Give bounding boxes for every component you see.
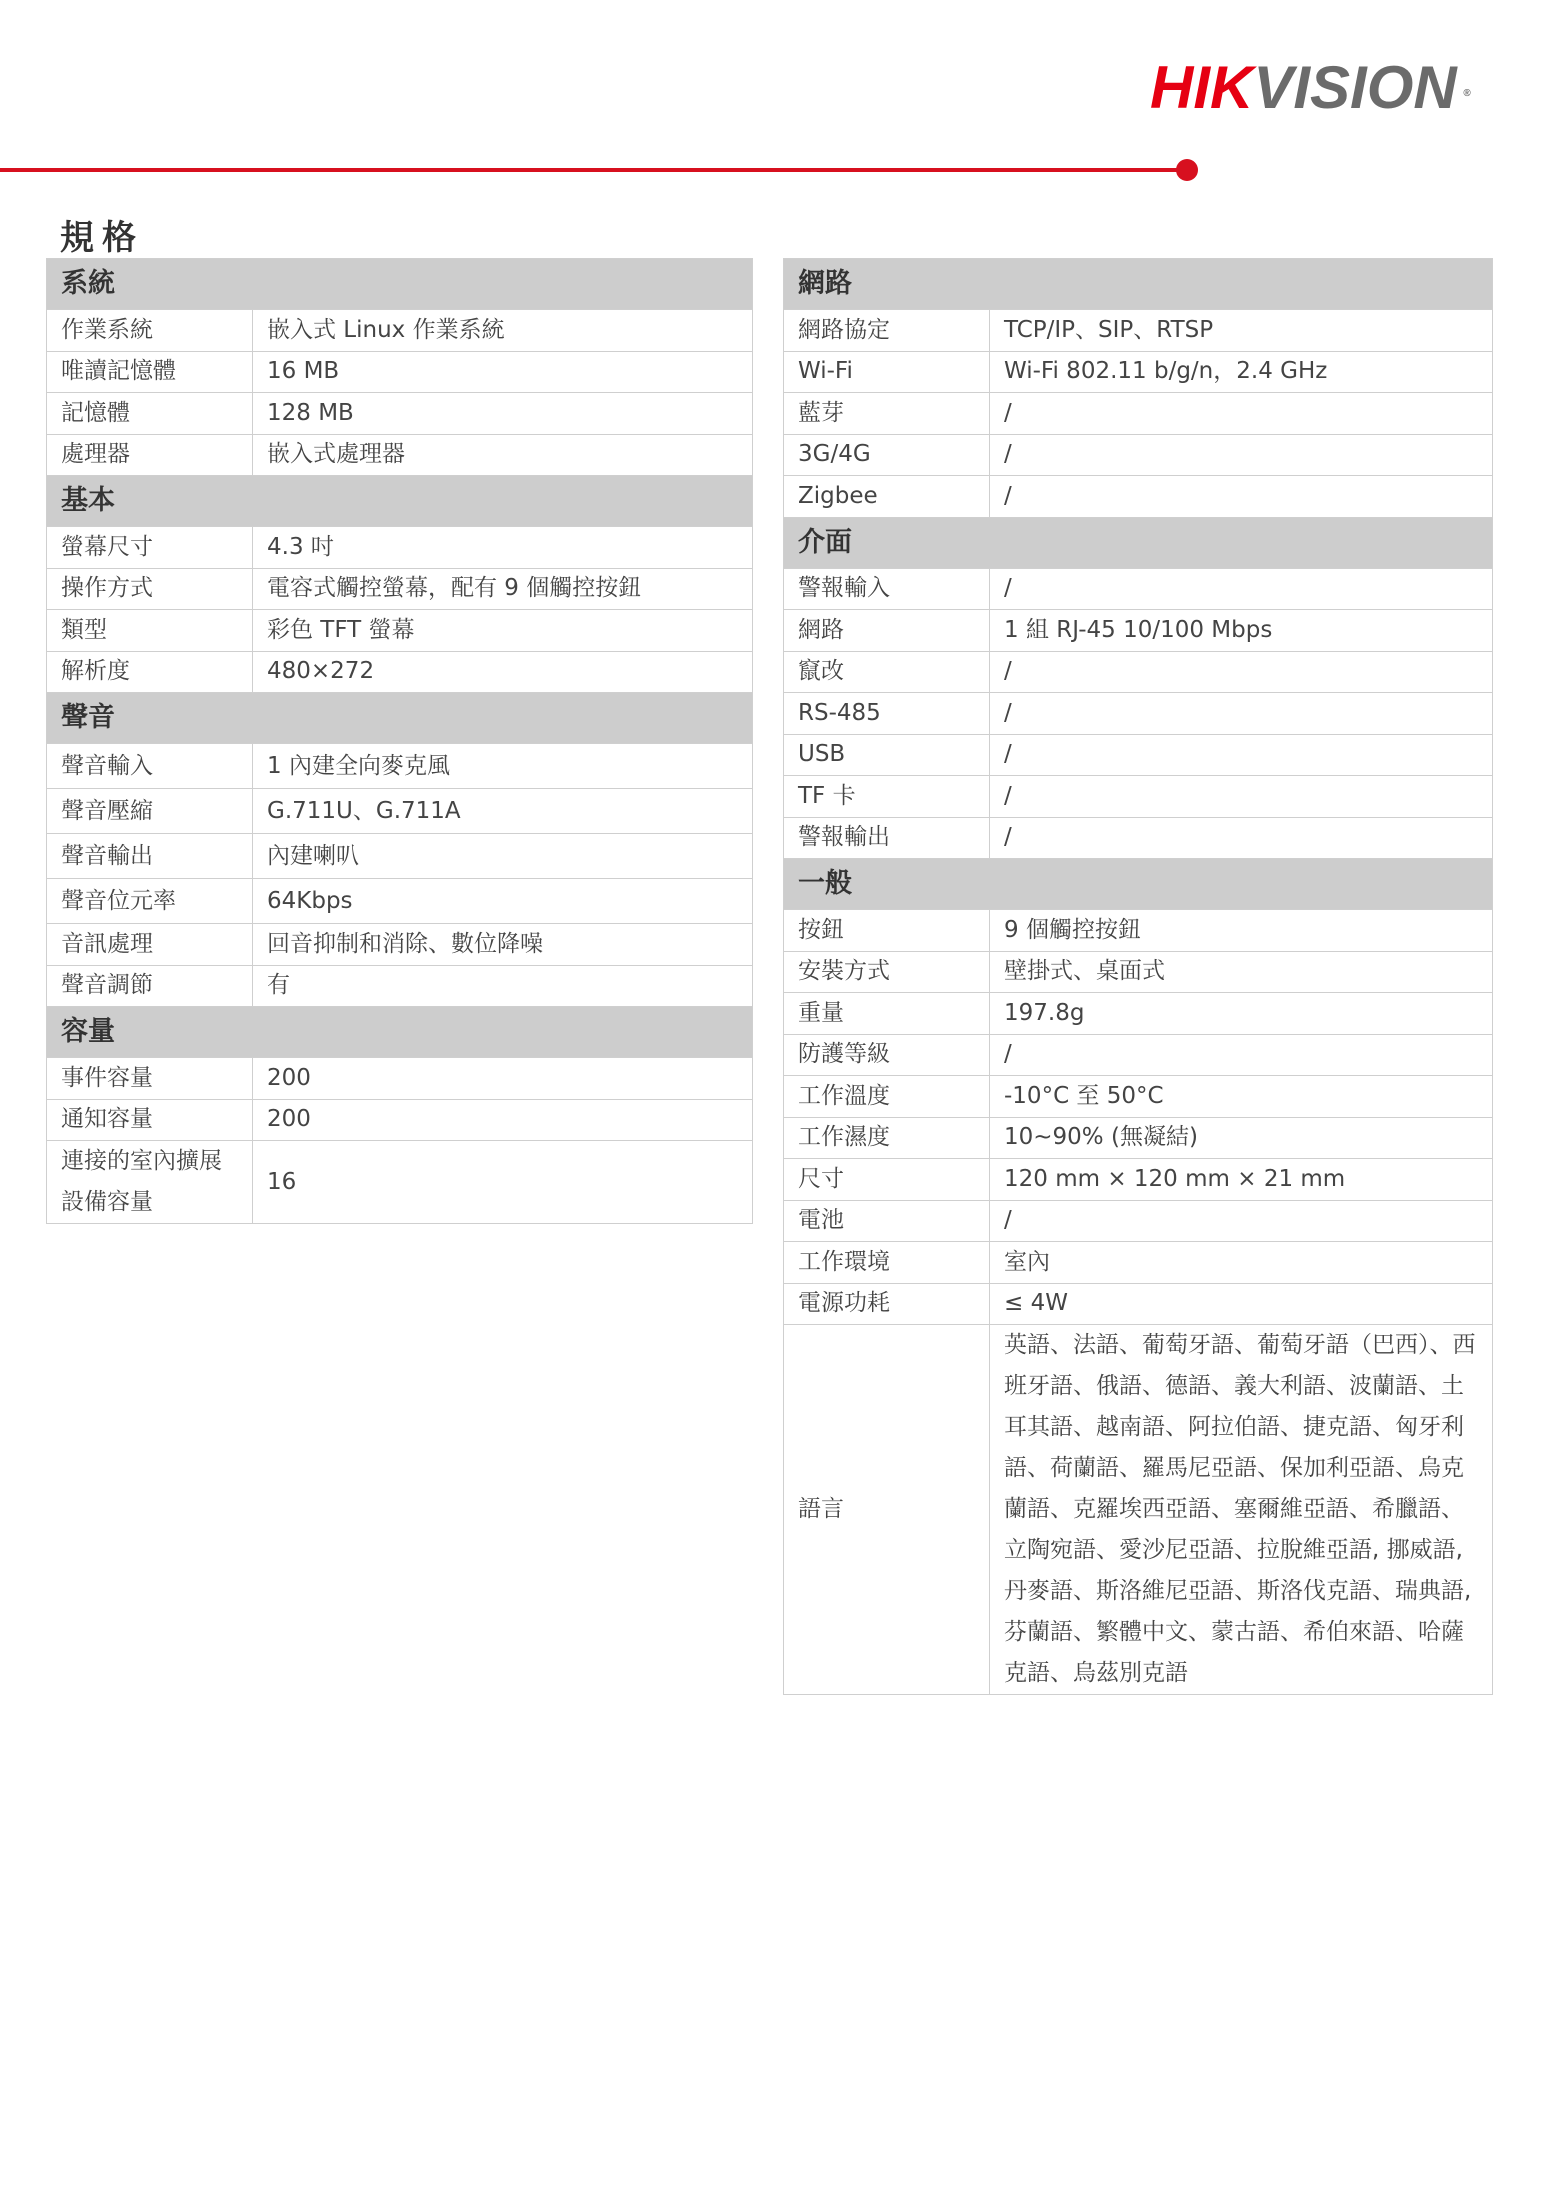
- spec-label: RS-485: [784, 693, 990, 735]
- table-row: [47, 879, 753, 924]
- spec-value: 彩色 TFT 螢幕: [253, 610, 753, 652]
- spec-value: 200: [253, 1099, 753, 1141]
- table-row: [784, 1117, 1493, 1159]
- spec-label: USB: [784, 734, 990, 776]
- section-header-basic: [47, 476, 753, 527]
- spec-value: /: [990, 434, 1493, 476]
- spec-label: 按鈕: [784, 910, 990, 952]
- spec-label: 電源功耗: [784, 1283, 990, 1325]
- spec-label: 防護等級: [784, 1034, 990, 1076]
- table-row: [784, 1200, 1493, 1242]
- table-row: [47, 924, 753, 966]
- section-title: 網路: [784, 259, 1493, 310]
- table-row: [784, 1034, 1493, 1076]
- spec-label: 竄改: [784, 651, 990, 693]
- spec-label: 聲音輸入: [47, 744, 253, 789]
- table-row: [47, 610, 753, 652]
- table-row: [784, 351, 1493, 393]
- table-row: [784, 910, 1493, 952]
- table-row: [47, 527, 753, 569]
- table-row: [47, 1058, 753, 1100]
- spec-value: 16: [253, 1141, 753, 1224]
- spec-label: 警報輸出: [784, 817, 990, 859]
- spec-label: 聲音調節: [47, 965, 253, 1007]
- table-row: [784, 568, 1493, 610]
- spec-value: /: [990, 568, 1493, 610]
- table-row: [784, 651, 1493, 693]
- section-title: 容量: [47, 1007, 753, 1058]
- spec-label: 電池: [784, 1200, 990, 1242]
- spec-value: 9 個觸控按鈕: [990, 910, 1493, 952]
- spec-label: 網路協定: [784, 310, 990, 352]
- spec-value: /: [990, 1034, 1493, 1076]
- section-title: 一般: [784, 859, 1493, 910]
- spec-label: 工作溫度: [784, 1076, 990, 1118]
- table-row: [47, 834, 753, 879]
- logo-hik-text: HIK: [1150, 54, 1254, 121]
- spec-label: 聲音位元率: [47, 879, 253, 924]
- spec-label: 連接的室內擴展設備容量: [47, 1141, 253, 1224]
- spec-label: 警報輸入: [784, 568, 990, 610]
- spec-value: 嵌入式處理器: [253, 434, 753, 476]
- spec-label: 螢幕尺寸: [47, 527, 253, 569]
- spec-label: 事件容量: [47, 1058, 253, 1100]
- spec-value: 10~90% (無凝結): [990, 1117, 1493, 1159]
- spec-label: 工作環境: [784, 1242, 990, 1284]
- table-row: [784, 393, 1493, 435]
- spec-value: /: [990, 734, 1493, 776]
- table-row: [47, 351, 753, 393]
- spec-value: 4.3 吋: [253, 527, 753, 569]
- spec-label: 聲音輸出: [47, 834, 253, 879]
- table-row: [47, 1141, 753, 1224]
- table-row: [784, 951, 1493, 993]
- section-header-audio: [47, 693, 753, 744]
- spec-value: /: [990, 393, 1493, 435]
- table-row: [784, 693, 1493, 735]
- table-row: [784, 817, 1493, 859]
- spec-label: 解析度: [47, 651, 253, 693]
- spec-label: 處理器: [47, 434, 253, 476]
- section-header-capacity: [47, 1007, 753, 1058]
- spec-value: 16 MB: [253, 351, 753, 393]
- spec-value: 1 內建全向麥克風: [253, 744, 753, 789]
- spec-label: 類型: [47, 610, 253, 652]
- spec-value: Wi-Fi 802.11 b/g/n，2.4 GHz: [990, 351, 1493, 393]
- spec-label: 操作方式: [47, 568, 253, 610]
- section-title: 基本: [47, 476, 753, 527]
- spec-value: 128 MB: [253, 393, 753, 435]
- brand-logo: [1150, 54, 1471, 121]
- table-row: [47, 568, 753, 610]
- table-row: [47, 744, 753, 789]
- table-row: [784, 610, 1493, 652]
- spec-label: 作業系統: [47, 310, 253, 352]
- spec-label: 3G/4G: [784, 434, 990, 476]
- spec-label: Zigbee: [784, 476, 990, 518]
- spec-value: /: [990, 651, 1493, 693]
- spec-value: /: [990, 1200, 1493, 1242]
- table-row: [784, 776, 1493, 818]
- spec-value: 嵌入式 Linux 作業系統: [253, 310, 753, 352]
- table-row: [784, 310, 1493, 352]
- section-title: 系統: [47, 259, 753, 310]
- spec-value: TCP/IP、SIP、RTSP: [990, 310, 1493, 352]
- spec-value: 壁掛式、桌面式: [990, 951, 1493, 993]
- spec-value: 480×272: [253, 651, 753, 693]
- header-divider-dot: [1176, 159, 1198, 181]
- spec-value: 64Kbps: [253, 879, 753, 924]
- spec-label: 網路: [784, 610, 990, 652]
- header-divider-line: [0, 168, 1180, 172]
- spec-label: 音訊處理: [47, 924, 253, 966]
- spec-value: ≤ 4W: [990, 1283, 1493, 1325]
- table-row: [784, 1076, 1493, 1118]
- spec-table-right: [783, 258, 1493, 1695]
- spec-value: /: [990, 476, 1493, 518]
- spec-value: 200: [253, 1058, 753, 1100]
- table-row: [784, 1283, 1493, 1325]
- spec-label: 記憶體: [47, 393, 253, 435]
- table-row: [47, 789, 753, 834]
- spec-value: 內建喇叭: [253, 834, 753, 879]
- spec-value: G.711U、G.711A: [253, 789, 753, 834]
- spec-label: 語言: [784, 1325, 990, 1695]
- spec-table-left: [46, 258, 753, 1224]
- table-row: [47, 1099, 753, 1141]
- section-header-general: [784, 859, 1493, 910]
- spec-label: 重量: [784, 993, 990, 1035]
- spec-label: TF 卡: [784, 776, 990, 818]
- spec-label: 安裝方式: [784, 951, 990, 993]
- table-row: [47, 651, 753, 693]
- spec-value: -10°C 至 50°C: [990, 1076, 1493, 1118]
- spec-label: 尺寸: [784, 1159, 990, 1201]
- table-row: [784, 734, 1493, 776]
- spec-value: 1 組 RJ-45 10/100 Mbps: [990, 610, 1493, 652]
- section-header-network: [784, 259, 1493, 310]
- table-row: [784, 1159, 1493, 1201]
- section-title: 介面: [784, 517, 1493, 568]
- spec-value: 電容式觸控螢幕，配有 9 個觸控按鈕: [253, 568, 753, 610]
- spec-value: /: [990, 693, 1493, 735]
- logo-vision-text: VISION: [1253, 54, 1457, 121]
- spec-label: 唯讀記憶體: [47, 351, 253, 393]
- table-row: [784, 1242, 1493, 1284]
- table-row: [784, 1325, 1493, 1695]
- spec-value: 197.8g: [990, 993, 1493, 1035]
- spec-label: 聲音壓縮: [47, 789, 253, 834]
- table-row: [47, 965, 753, 1007]
- spec-value: /: [990, 817, 1493, 859]
- section-title: 聲音: [47, 693, 753, 744]
- table-row: [47, 393, 753, 435]
- spec-label: 藍芽: [784, 393, 990, 435]
- table-row: [784, 476, 1493, 518]
- page-title: 規格: [60, 218, 144, 258]
- spec-label: 通知容量: [47, 1099, 253, 1141]
- spec-value-languages: 英語、法語、葡萄牙語、葡萄牙語（巴西）、西班牙語、俄語、德語、義大利語、波蘭語、土耳其語、越南語、阿拉伯語、捷克語、匈牙利語、荷蘭語、羅馬尼亞語、保加利亞語、烏克蘭語、克羅埃西亞語、塞爾維亞語、希臘語、立陶宛語、愛沙尼亞語、拉脫維亞語, 挪威語, 丹麥語、斯洛維尼亞語、斯洛伐克語、瑞典語, 芬蘭語、繁體中文、蒙古語、希伯來語、哈薩克語、烏茲別克語: [990, 1325, 1493, 1695]
- section-header-interface: [784, 517, 1493, 568]
- table-row: [784, 993, 1493, 1035]
- spec-label: Wi-Fi: [784, 351, 990, 393]
- table-row: [47, 310, 753, 352]
- registered-mark: ®: [1463, 88, 1471, 99]
- table-row: [47, 434, 753, 476]
- spec-value: 120 mm × 120 mm × 21 mm: [990, 1159, 1493, 1201]
- table-row: [784, 434, 1493, 476]
- spec-value: 有: [253, 965, 753, 1007]
- spec-value: 室內: [990, 1242, 1493, 1284]
- section-header-system: [47, 259, 753, 310]
- spec-label: 工作濕度: [784, 1117, 990, 1159]
- spec-value: /: [990, 776, 1493, 818]
- spec-value: 回音抑制和消除、數位降噪: [253, 924, 753, 966]
